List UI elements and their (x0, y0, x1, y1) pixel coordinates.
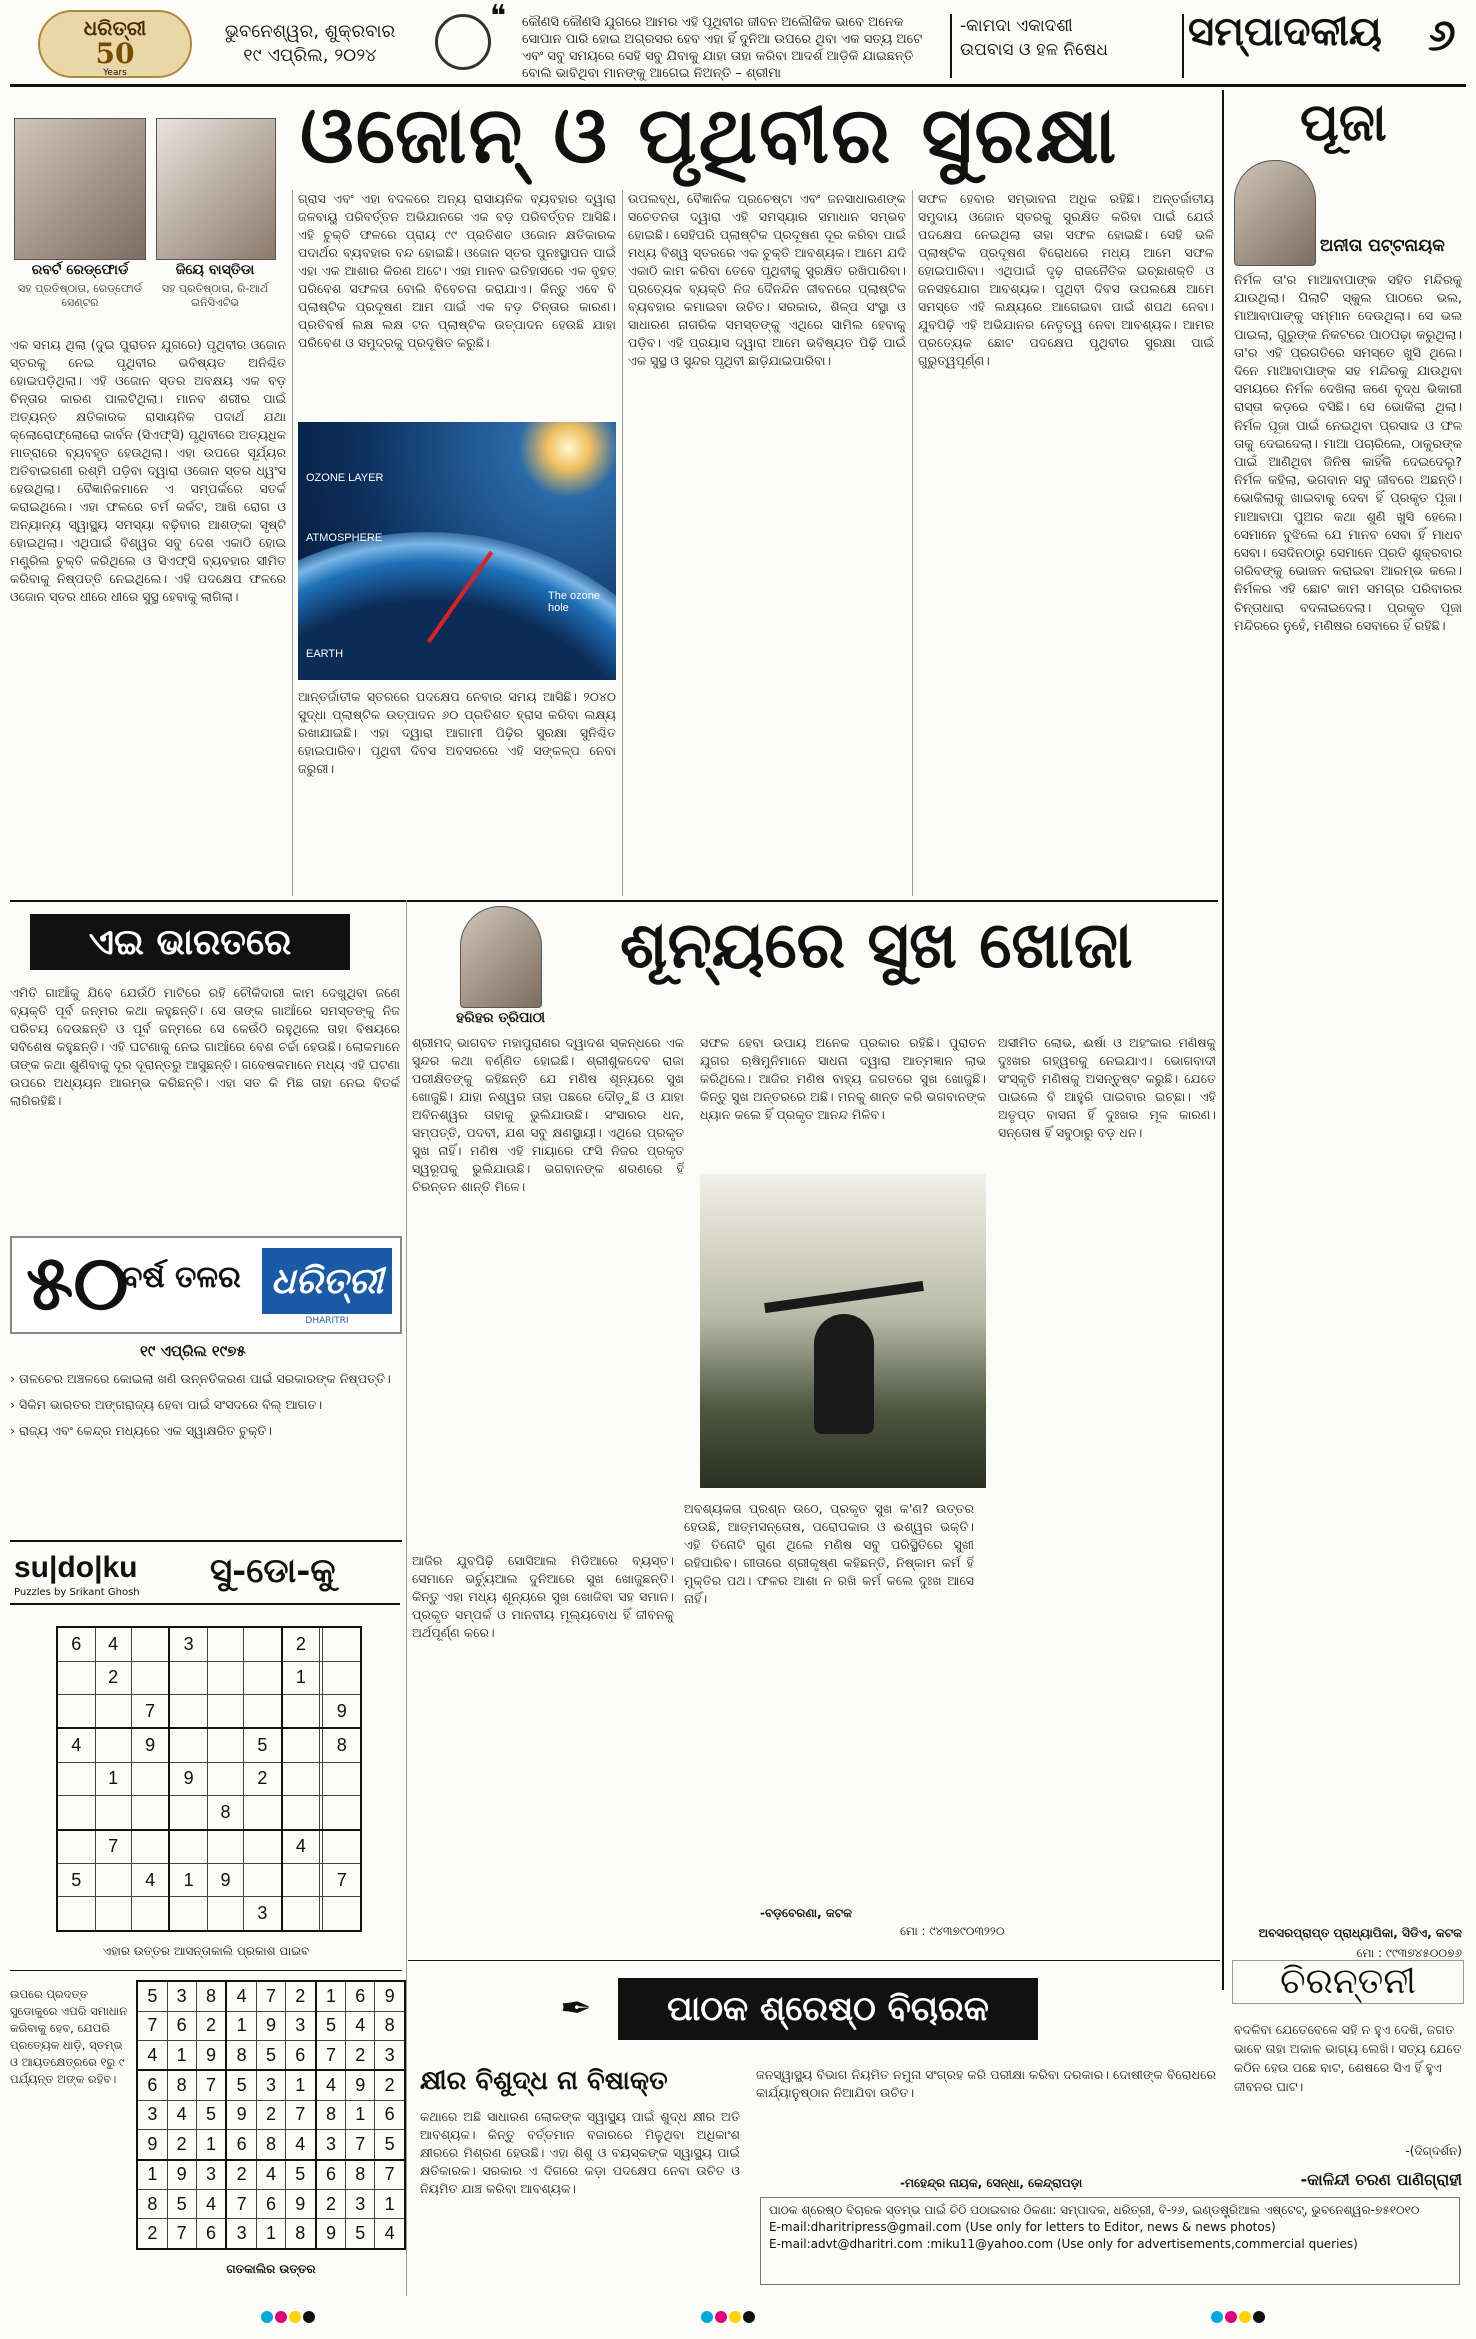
sudoku-answer-cell: 8 (257, 2130, 286, 2160)
quote-icon: ❝ (490, 0, 507, 34)
shunyare-author: ହରିହର ତ୍ରିପାଠୀ (456, 1010, 546, 1026)
sudoku-puzzle-cell (244, 1661, 282, 1694)
sudoku-answer-cell: 8 (137, 2190, 167, 2219)
sudoku-answer-cell: 2 (196, 2011, 226, 2040)
sudoku-answer-cell: 4 (375, 2219, 405, 2249)
sudoku-puzzle-cell: 7 (95, 1830, 131, 1864)
sudoku-answer-cell: 1 (375, 2190, 405, 2219)
sudoku-answer-cell: 8 (316, 2100, 346, 2129)
sudoku-answer-cell: 9 (137, 2130, 167, 2160)
section-rule (10, 1540, 402, 1542)
section-rule (10, 900, 1218, 902)
sudoku-answer-cell: 6 (196, 2219, 226, 2249)
sudoku-puzzle-cell: 9 (131, 1728, 169, 1762)
sudoku-puzzle-cell (169, 1830, 207, 1864)
sudoku-answer-cell: 3 (257, 2070, 286, 2100)
sudoku-puzzle-row (57, 1830, 361, 1864)
earth-label: EARTH (306, 648, 344, 660)
pathak-title: ପାଠକ ଶ୍ରେଷ୍ଠ ବିଚାରକ (618, 1978, 1038, 2040)
sudoku-answer-cell: 5 (257, 2040, 286, 2070)
sudoku-puzzle-cell (57, 1897, 95, 1931)
sudoku-puzzle-cell (131, 1796, 169, 1830)
shunyare-phone: ମୋ : ୯୪୩୭୯୦୩୨୨୦ (900, 1924, 1005, 1938)
shunyare-column-4: ଆଜିର ଯୁବପିଢ଼ି ସୋସିଆଲ ମିଡିଆରେ ବ୍ୟସ୍ତ। ସେମାନେ ଭର୍ଚ୍ୟୁଆଲ ଦୁନିଆରେ ସୁଖ ଖୋଜୁଛନ୍ତି। କିନ୍ତୁ ଏହା ମଧ୍ୟ ଶୂନ୍ୟରେ ସୁଖ ଖୋଜିବା ସହ ସମାନ। ପ୍ରକୃତ ସମ୍ପର୍କ ଓ ମାନବୀୟ ମୂଲ୍ୟବୋଧ ହିଁ ଜୀବନକୁ ଅର୍ଥପୂର୍ଣ୍ଣ କରେ। (412, 1553, 674, 1640)
sudoku-puzzle-cell: 1 (282, 1661, 320, 1694)
sudoku-answer-cell: 9 (196, 2040, 226, 2070)
sudoku-answer-cell: 4 (137, 2040, 167, 2070)
sudoku-answer-cell: 5 (375, 2130, 405, 2160)
sudoku-puzzle-cell (131, 1897, 169, 1931)
sudoku-answer-cell: 3 (196, 2160, 226, 2190)
sudoku-answer-cell: 9 (375, 1981, 405, 2011)
notice-box (960, 14, 1180, 62)
sudoku-answer-cell: 1 (346, 2100, 375, 2129)
shunyare-headline: ଶୂନ୍ୟରେ ସୁଖ ଖୋଜା (620, 908, 1133, 983)
notice-line-2: ଉପବାସ ଓ ହଳ ନିଷେଧ (960, 40, 1108, 60)
sudoku-answer-cell: 7 (316, 2040, 346, 2070)
sudoku-answer-cell: 6 (375, 2100, 405, 2129)
fifty-date: ୧୯ ଏପ୍ରିଲ ୧୯୭୫ (140, 1342, 246, 1360)
sudoku-answer-cell: 2 (375, 2070, 405, 2100)
daily-quote: କୌଣସି କୌଣସି ଯୁଗରେ ଆମର ଏହି ପୃଥିବୀର ଜୀବନ ଅଲୌକିକ ଭାବେ ଅନେକ ସୋପାନ ପାରି ହୋଇ ଅଗ୍ରସର ହେବ ଏହା ହିଁ ଦୁନିଆ ଉପରେ ଥିବା ଏକ ସତ୍ୟ ଅଟେ ଏବଂ ସବୁ ସମୟରେ ସେହି ସବୁ ଯିବାକୁ ଯାହା ତାହା କରିବା ଆଦର୍ଶ ଆଡ଼ିକି ଯାଇଛନ୍ତି ବୋଲି ଭାବିଥିବା ମାନଙ୍କୁ ଆଗେଇ ନିଅନ୍ତି – ଶ୍ରୀମା (522, 15, 923, 81)
column-rule (292, 190, 293, 896)
sudoku-puzzle-cell (282, 1728, 320, 1762)
column-rule (912, 190, 913, 896)
sudoku-puzzle-cell (244, 1627, 282, 1661)
sudoku-puzzle-cell: 4 (95, 1627, 131, 1661)
sudoku-puzzle-cell (244, 1830, 282, 1864)
sudoku-answer-cell: 3 (316, 2130, 346, 2160)
sudoku-puzzle-cell: 1 (95, 1762, 131, 1795)
shunyare-column-2: ସଫଳ ହେବା ଉପାୟ ଅନେକ ପ୍ରକାର ରହିଛି। ପୁରାତନ ଯୁଗର ଋଷିମୁନିମାନେ ସାଧନା ଦ୍ୱାରା ଆତ୍ମଜ୍ଞାନ ଲାଭ କରିଥିଲେ। ଆଜିର ମଣିଷ ବାହ୍ୟ ଜଗତରେ ସୁଖ ଖୋଜୁଛି। କିନ୍ତୁ ସୁଖ ଅନ୍ତରରେ ଅଛି। ମନକୁ ଶାନ୍ତ କରି ଭଗବାନଙ୍କ ଧ୍ୟାନ କଲେ ହିଁ ପ୍ରକୃତ ଆନନ୍ଦ ମିଳିବ। (700, 1035, 986, 1122)
sudoku-answer-cell: 1 (196, 2130, 226, 2160)
sudoku-puzzle-cell (282, 1762, 320, 1795)
sudoku-puzzle-cell (323, 1897, 361, 1931)
sudoku-puzzle-cell: 8 (207, 1796, 243, 1830)
sudoku-puzzle-cell: 4 (131, 1864, 169, 1897)
color-dots (260, 2308, 316, 2327)
sudoku-answer-cell: 5 (226, 2070, 256, 2100)
sudoku-answer-cell: 7 (375, 2160, 405, 2190)
lead-column-2: ଗ୍ରାସ ଏବଂ ଏହା ବଦଳରେ ଅନ୍ୟ ରାସାୟନିକ ବ୍ୟବହାର ଦ୍ୱାରା ଜଳବାୟୁ ପରିବର୍ତ୍ତନ ଅଭିଯାନରେ ଏକ ବଡ଼ ପରିବର୍ତ୍ତନ ଆସିଛି। ଏହି ଚୁକ୍ତି ଫଳରେ ପ୍ରାୟ ୯୯ ପ୍ରତିଶତ ଓଜୋନ କ୍ଷତିକାରକ ପଦାର୍ଥର ବ୍ୟବହାର ବନ୍ଦ ହୋଇଛି। ଓଜୋନ ସ୍ତର ପୁନଃସ୍ଥାପନ ପାଇଁ ଏହା ଏକ ଆଶାର କିରଣ ଅଟେ। ଏହା ମାନବ ଇତିହାସରେ ଏକ ବୃହତ୍ ପରିବେଶ ସଫଳତା ବୋଲି ବିବେଚନା କରାଯାଏ। କିନ୍ତୁ ଏବେ ବି ପ୍ଲାଷ୍ଟିକ ପ୍ରଦୂଷଣ ଆମ ପାଇଁ ଏକ ବଡ଼ ଚିନ୍ତାର କାରଣ। ପ୍ରତିବର୍ଷ ଲକ୍ଷ ଲକ୍ଷ ଟନ ପ୍ଲାଷ୍ଟିକ ଉତ୍ପାଦନ ହେଉଛି ଯାହା ପରିବେଶ ଓ ସମୁଦ୍ରକୁ ପ୍ରଦୂଷିତ କରୁଛି। (298, 191, 616, 350)
sudoku-answer-cell: 4 (167, 2100, 196, 2129)
puja-byline: ଅବସରପ୍ରାପ୍ତ ପ୍ରାଧ୍ୟାପିକା, ସିଡିଏ, କଟକ (1258, 1926, 1462, 1940)
sudoku-puzzle-cell (95, 1897, 131, 1931)
quote-box (490, 0, 932, 82)
sudoku-puzzle-cell (57, 1830, 95, 1864)
sudoku-puzzle-cell: 5 (57, 1864, 95, 1897)
chirantani-author: -କାଳିନ୍ଦୀ ଚରଣ ପାଣିଗ୍ରାହୀ (1300, 2170, 1462, 2189)
sudoku-answer-cell: 6 (137, 2070, 167, 2100)
sudoku-puzzle-cell (169, 1897, 207, 1931)
shunyare-column-1: ଶ୍ରୀମଦ୍ ଭାଗବତ ମହାପୁରାଣର ଦ୍ୱାଦଶ ସ୍କନ୍ଧରେ ଏକ ସୁନ୍ଦର କଥା ବର୍ଣ୍ଣିତ ହୋଇଛି। ଶ୍ରୀଶୁକଦେବ ରାଜା ପରୀକ୍ଷିତଙ୍କୁ କହିଛନ୍ତି ଯେ ମଣିଷ ଶୂନ୍ୟରେ ସୁଖ ଖୋଜୁଛି। ଯାହା ନଶ୍ୱର ତାହା ପଛରେ ଦୌଡ଼ୁଛି ଓ ଯାହା ଅବିନଶ୍ୱର ତାହାକୁ ଭୁଲିଯାଉଛି। ସଂସାରର ଧନ, ସମ୍ପତ୍ତି, ପଦବୀ, ଯଶ ସବୁ କ୍ଷଣସ୍ଥାୟୀ। ଏଥିରେ ପ୍ରକୃତ ସୁଖ ନାହିଁ। ମଣିଷ ଏହି ମାୟାରେ ଫସି ନିଜର ପ୍ରକୃତ ସ୍ୱରୂପକୁ ଭୁଲିଯାଉଛି। ଭଗବାନଙ୍କ ଶରଣରେ ହିଁ ଚିରନ୍ତନ ଶାନ୍ତି ମିଳେ। (412, 1035, 684, 1194)
pen-icon: ✒ (560, 1986, 592, 2030)
color-dots (700, 2308, 756, 2327)
sudoku-answer-cell: 5 (285, 2160, 315, 2190)
sudoku-puzzle-row (57, 1661, 361, 1694)
sudoku-puzzle-row (57, 1728, 361, 1762)
sudoku-note: ଏହାର ଉତ୍ତର ଆସନ୍ତାକାଲି ପ୍ରକାଶ ପାଇବ (102, 1944, 310, 1958)
sudoku-answer-cell: 1 (316, 1981, 346, 2011)
sudoku-puzzle-cell (323, 1762, 361, 1795)
sudoku-answer-cell: 7 (167, 2219, 196, 2249)
sudoku-answer-cell: 9 (346, 2070, 375, 2100)
fifty-brand: ଧରିତ୍ରୀ (262, 1248, 392, 1314)
logo-years: 50 (95, 37, 135, 70)
sudoku-puzzle-cell (244, 1864, 282, 1897)
sudoku-puzzle-cell (57, 1694, 95, 1728)
sudoku-answer-cell: 9 (316, 2219, 346, 2249)
print-registration-marks (10, 2300, 1466, 2330)
sudoku-answer-cell: 1 (257, 2219, 286, 2249)
sudoku-answer-cell: 7 (285, 2100, 315, 2129)
atmosphere-label: ATMOSPHERE (306, 532, 383, 544)
right-column-rule (1222, 90, 1224, 1990)
sudoku-answer-cell: 6 (257, 2190, 286, 2219)
author-2-role: ସହ ପ୍ରତିଷ୍ଠାତା, ରି-ଆର୍ଥ ଇନିସିଏଟିଭ (161, 282, 269, 309)
sudoku-puzzle-cell: 4 (57, 1728, 95, 1762)
sudoku-answer-cell: 4 (316, 2070, 346, 2100)
sudoku-answer-cell: 3 (285, 2011, 315, 2040)
fifty-item-1: › ତାଳଚେର ଅଞ୍ଚଳରେ କୋଇଲା ଖଣି ଉନ୍ନତିକରଣ ପାଇଁ ସରକାରଙ୍କ ନିଷ୍ପତ୍ତି। (10, 1371, 391, 1386)
shunyare-column-3: ଅସୀମିତ ଲୋଭ, ଈର୍ଷା ଓ ଅହଂକାର ମଣିଷକୁ ଦୁଃଖର ଗହ୍ୱରକୁ ନେଇଯାଏ। ଭୋଗବାଦୀ ସଂସ୍କୃତି ମଣିଷକୁ ଅସନ୍ତୁଷ୍ଟ କରୁଛି। ଯେତେ ପାଇଲେ ବି ଆହୁରି ପାଇବାର ଇଚ୍ଛା। ଏହି ଅତୃପ୍ତ ବାସନା ହିଁ ଦୁଃଖର ମୂଳ କାରଣ। ସନ୍ତୋଷ ହିଁ ସବୁଠାରୁ ବଡ଼ ଧନ। (998, 1035, 1216, 1140)
sudoku-puzzle-cell: 3 (244, 1897, 282, 1931)
sudoku-answer-cell: 3 (375, 2040, 405, 2070)
sudoku-side-note: ଉପରେ ପ୍ରଦତ୍ତ ସୁଡୋକୁରେ ଏପରି ସମାଧାନ କରିବାକୁ ହେବ, ଯେପରି ପ୍ରତ୍ୟେକ ଧାଡ଼ି, ସ୍ତମ୍ଭ ଓ ଆୟତକ୍ଷେତ୍ରରେ ୧ରୁ ୯ ପର୍ଯ୍ୟନ୍ତ ଅଙ୍କ ରହିବ। (10, 1987, 128, 2086)
sudoku-puzzle-cell (131, 1627, 169, 1661)
sudoku-puzzle-cell: 2 (95, 1661, 131, 1694)
author-1-name: ରବର୍ଟ ରେଡ୍ଫୋର୍ଡ (31, 262, 129, 278)
sudoku-puzzle-cell (282, 1796, 320, 1830)
sudoku-puzzle-cell (95, 1796, 131, 1830)
sudoku-answer-cell: 6 (167, 2011, 196, 2040)
sudoku-answer-cell: 7 (137, 2011, 167, 2040)
column-rule (622, 190, 623, 896)
section-rule (10, 1970, 402, 1971)
sudoku-puzzle-cell (207, 1762, 243, 1795)
sudoku-answer-cell: 1 (137, 2160, 167, 2190)
sudoku-puzzle-cell (323, 1661, 361, 1694)
sudoku-answer-cell: 9 (226, 2100, 256, 2129)
sudoku-answer-cell: 7 (226, 2190, 256, 2219)
letter-title: କ୍ଷୀର ବିଶୁଦ୍ଧ ନା ବିଷାକ୍ତ (420, 2066, 668, 2096)
sudoku-answer-row (137, 2011, 405, 2040)
sudoku-puzzle-grid (56, 1626, 362, 1932)
sudoku-title-su: su (14, 1551, 50, 1584)
sudoku-puzzle-cell (282, 1897, 320, 1931)
section-rule (408, 1960, 1220, 1961)
sudoku-puzzle-cell (323, 1830, 361, 1864)
sudoku-puzzle-cell (207, 1728, 243, 1762)
lead-column-1: ଏକ ସମୟ ଥିଲା (ଦୁଇ ପୁରାତନ ଯୁଗରେ) ପୃଥିବୀର ଓଜୋନ ସ୍ତରକୁ ନେଇ ପୃଥିବୀର ଭବିଷ୍ୟତ ଅନିଶ୍ଚିତ ହୋଇପଡ଼ିଥିଲା। ଏହି ଓଜୋନ ସ୍ତର ଅବକ୍ଷୟ ଏକ ବଡ଼ ଚିନ୍ତାର କାରଣ ପାଲଟିଥିଲା। ମାନବ ଶରୀର ପାଇଁ ଅତ୍ୟନ୍ତ କ୍ଷତିକାରକ ରାସାୟନିକ ପଦାର୍ଥ ଯଥା କ୍ଲୋରୋଫ୍ଲୋରୋ କାର୍ବନ (ସିଏଫ୍‌ସି) ପୃଥିବୀରେ ଅତ୍ୟଧିକ ମାତ୍ରାରେ ବ୍ୟବହୃତ ହେଉଥିଲା। ଏହା ଉପରେ ସୂର୍ଯ୍ୟର ଅତିବାଇଗଣୀ ରଶ୍ମି ପଡ଼ିବା ଦ୍ୱାରା ଓଜୋନ ସ୍ତର ଧ୍ୱଂସ ହେଉଥିଲା। ବୈଜ୍ଞାନିକମାନେ ଏ ସମ୍ପର୍କରେ ସତର୍କ କରାଇଥିଲେ। ଏହା ଫଳରେ ଚର୍ମ କର୍କଟ, ଆଖି ରୋଗ ଓ ଅନ୍ୟାନ୍ୟ ସ୍ୱାସ୍ଥ୍ୟ ସମସ୍ୟା ବଢ଼ିବାର ଆଶଙ୍କା ସୃଷ୍ଟି ହୋଇଥିଲା। ଏଥିପାଇଁ ବିଶ୍ୱର ସବୁ ଦେଶ ଏକାଠି ହୋଇ ମଣ୍ଟ୍ରିଲ ଚୁକ୍ତି କରିଥିଲେ ଓ ସିଏଫ୍‌ସି ବ୍ୟବହାର ସୀମିତ କରିବାକୁ ନିଷ୍ପତ୍ତି ନେଇଥିଲେ। ଏହି ପଦକ୍ଷେପ ଫଳରେ ଓଜୋନ ସ୍ତର ଧୀରେ ଧୀରେ ସୁସ୍ଥ ହେବାକୁ ଲାଗିଲା। (10, 337, 286, 604)
puja-title: ପୂଜା (1300, 92, 1387, 153)
sudoku-answer-row (137, 2040, 405, 2070)
sudoku-answer-cell: 1 (167, 2040, 196, 2070)
divider (1182, 14, 1184, 78)
sudoku-answer-label: ଗତକାଲିର ଉତ୍ତର (226, 2262, 316, 2276)
sudoku-answer-cell: 6 (316, 2160, 346, 2190)
sudoku-answer-row (137, 2160, 405, 2190)
sudoku-answer-cell: 3 (346, 2190, 375, 2219)
fifty-brand-sub: DHARITRI (305, 1316, 349, 1326)
author-photo-2 (156, 118, 276, 260)
sudoku-answer-cell: 2 (167, 2130, 196, 2160)
section-title: ସମ୍ପାଦକୀୟ (1188, 8, 1382, 55)
sudoku-puzzle-cell (57, 1661, 95, 1694)
sudoku-puzzle-cell (169, 1728, 207, 1762)
sudoku-puzzle-cell: 3 (169, 1627, 207, 1661)
author-photo-3 (1234, 160, 1316, 266)
city-day: ଭୁବନେଶ୍ୱର, ଶୁକ୍ରବାର (224, 21, 396, 42)
sudoku-answer-row (137, 2130, 405, 2160)
shunyare-address: -ବଡ଼ବେରଣା, କଟକ (760, 1906, 852, 1920)
puja-author: ଅନୀତା ପଟ୍ଟନାୟକ (1320, 236, 1445, 256)
sudoku-puzzle-cell (57, 1796, 95, 1830)
sudoku-title-do: do (57, 1551, 95, 1584)
fifty-digit: ୫୦ (26, 1238, 129, 1327)
sudoku-puzzle-cell: 7 (131, 1694, 169, 1728)
sudoku-answer-cell: 9 (285, 2190, 315, 2219)
sudoku-puzzle-cell (282, 1864, 320, 1897)
sudoku-puzzle-cell: 1 (169, 1864, 207, 1897)
chirantani-source: -(ଦିଗ୍‌ଦର୍ଶନ) (1405, 2144, 1462, 2158)
ei-bharatare-body: ଏମିତି ଗାଆଁକୁ ଯିବେ ଯେଉଁଠି ମାଟିରେ ରହି ଚୌକିଦାରୀ କାମ ଦେଖୁଥିବା ଜଣେ ବ୍ୟକ୍ତି ପୂର୍ବ ଜନ୍ମର କଥା କହୁଛନ୍ତି। ସେ ତାଙ୍କ ଗାଆଁରେ ସମସ୍ତଙ୍କୁ ନିଜ ପରିଚୟ ଦେଉଛନ୍ତି ଓ ପୂର୍ବ ଜନ୍ମରେ ସେ କେଉଁଠି ରହୁଥିଲେ ତାହା ବିଷୟରେ ସବିଶେଷ କହୁଛନ୍ତି। ଏହି ଘଟଣାକୁ ନେଇ ଗାଆଁରେ ବେଶ ଚର୍ଚ୍ଚା ହେଉଛି। ଲୋକମାନେ ତାଙ୍କ କଥା ଶୁଣିବାକୁ ଦୂର ଦୂରାନ୍ତରୁ ଆସୁଛନ୍ତି। ଗବେଷକମାନେ ମଧ୍ୟ ଏହି ଘଟଣା ଉପରେ ଅଧ୍ୟୟନ ଆରମ୍ଭ କରିଛନ୍ତି। ଏହା ସତ କି ମିଛ ତାହା ନେଇ ବିତର୍କ ଲାଗିରହିଛି। (10, 985, 400, 1108)
sudoku-puzzle-cell (131, 1830, 169, 1864)
sudoku-puzzle-cell: 2 (244, 1762, 282, 1795)
sudoku-answer-cell: 7 (346, 2130, 375, 2160)
lead-column-3: ଉପଲବ୍ଧ, ବୈଜ୍ଞାନିକ ପ୍ରଚେଷ୍ଟା ଏବଂ ଜନସାଧାରଣଙ୍କ ସଚେତନତା ଦ୍ୱାରା ଏହି ସମସ୍ୟାର ସମାଧାନ ସମ୍ଭବ ହୋଇଛି। ସେହିପରି ପ୍ଲାଷ୍ଟିକ ପ୍ରଦୂଷଣ ଦୂର କରିବା ପାଇଁ ମଧ୍ୟ ବିଶ୍ୱ ସ୍ତରରେ ଏକ ଚୁକ୍ତି ଆବଶ୍ୟକ। ଆମେ ଯଦି ଏକାଠି କାମ କରିବା ତେବେ ପୃଥିବୀକୁ ସୁରକ୍ଷିତ ରଖିପାରିବା। ପ୍ରତ୍ୟେକ ବ୍ୟକ୍ତି ନିଜ ଦୈନନ୍ଦିନ ଜୀବନରେ ପ୍ଲାଷ୍ଟିକ ବ୍ୟବହାର କମାଇବା ଉଚିତ। ସରକାର, ଶିଳ୍ପ ସଂସ୍ଥା ଓ ସାଧାରଣ ନାଗରିକ ସମସ୍ତଙ୍କୁ ଏଥିରେ ସାମିଲ ହେବାକୁ ପଡ଼ିବ। ଏହି ପ୍ରୟାସ ଦ୍ୱାରା ଆମେ ଭବିଷ୍ୟତ ପିଢ଼ି ପାଇଁ ଏକ ସୁସ୍ଥ ଓ ସୁନ୍ଦର ପୃଥିବୀ ଛାଡ଼ିଯାଇପାରିବା। (628, 191, 906, 368)
sudoku-answer-row (137, 2070, 405, 2100)
sudoku-puzzle-cell (57, 1762, 95, 1795)
lead-column-2b: ଆନ୍ତର୍ଜାତୀକ ସ୍ତରରେ ପଦକ୍ଷେପ ନେବାର ସମୟ ଆସିଛି। ୨୦୪୦ ସୁଦ୍ଧା ପ୍ଲାଷ୍ଟିକ ଉତ୍ପାଦନ ୬୦ ପ୍ରତିଶତ ହ୍ରାସ କରିବା ଲକ୍ଷ୍ୟ ରଖାଯାଇଛି। ଏହା ଦ୍ୱାରା ଆଗାମୀ ପିଢ଼ିର ସୁରକ୍ଷା ସୁନିଶ୍ଚିତ ହୋଇପାରିବ। ପୃଥିବୀ ଦିବସ ଅବସରରେ ଏହି ସଙ୍କଳ୍ପ ନେବା ଜରୁରୀ। (298, 689, 616, 776)
sudoku-answer-cell: 8 (285, 2219, 315, 2249)
color-dots (1210, 2308, 1266, 2327)
lead-headline: ଓଜୋନ୍ ଓ ପୃଥିବୀର ସୁରକ୍ଷା (300, 90, 1119, 181)
sudoku-answer-cell: 5 (167, 2190, 196, 2219)
sudoku-answer-cell: 3 (167, 1981, 196, 2011)
letter-signature: -ମହେନ୍ଦ୍ର ନାୟକ, ସେନ୍ଧା, କେନ୍ଦ୍ରାପଡ଼ା (900, 2176, 1083, 2190)
letter-body-2: ଜନସ୍ୱାସ୍ଥ୍ୟ ବିଭାଗ ନିୟମିତ ନମୁନା ସଂଗ୍ରହ କରି ପରୀକ୍ଷା କରିବା ଦରକାର। ଦୋଷୀଙ୍କ ବିରୋଧରେ କାର୍ଯ୍ୟାନୁଷ୍ଠାନ ନିଆଯିବା ଉଚିତ। (756, 2067, 1216, 2100)
sudoku-puzzle-cell (95, 1694, 131, 1728)
sudoku-answer-cell: 4 (257, 2160, 286, 2190)
column-rule (406, 900, 407, 2296)
sudoku-puzzle-cell (244, 1796, 282, 1830)
sudoku-answer-row (137, 1981, 405, 2011)
sudoku-answer-cell: 5 (137, 1981, 167, 2011)
sudoku-answer-cell: 8 (226, 2040, 256, 2070)
sudoku-answer-cell: 2 (285, 1981, 315, 2011)
sudoku-answer-row (137, 2190, 405, 2219)
sudoku-puzzle-cell (207, 1627, 243, 1661)
sudoku-answer-cell: 4 (346, 2011, 375, 2040)
sudoku-answer-grid (136, 1980, 406, 2250)
address-text: ପାଠକ ଶ୍ରେଷ୍ଠ ବିଚାରକ ସ୍ତମ୍ଭ ପାଇଁ ଚିଠି ପଠାଇବାର ଠିକଣା: ସମ୍ପାଦକ, ଧରିତ୍ରୀ, ବି-୨୬, ଇଣ୍ଡଷ୍ଟ୍ରିଆଲ ଏଷ୍ଟେଟ୍, ଭୁବନେଶ୍ୱର-୭୫୧୦୧୦ (769, 2203, 1420, 2217)
sudoku-puzzle-row (57, 1897, 361, 1931)
sudoku-puzzle-cell (323, 1796, 361, 1830)
logo-years-label: Years (103, 68, 127, 78)
sudoku-answer-cell: 8 (196, 1981, 226, 2011)
author-2-name: ଜିୟେ ବାସ୍ତିଡା (175, 262, 255, 278)
sudoku-puzzle-cell: 5 (244, 1728, 282, 1762)
sudoku-answer-cell: 3 (226, 2219, 256, 2249)
meditation-photo (700, 1174, 986, 1488)
ei-bharatare-title: ଏଇ ଭାରତରେ (30, 914, 350, 970)
sudoku-puzzle-cell (207, 1694, 243, 1728)
sudoku-answer-cell: 4 (285, 2130, 315, 2160)
email-line-1: E-mail:dharitripress@gmail.com (Use only for letters to Editor, news & news photos) (769, 2220, 1276, 2234)
sudoku-puzzle-cell (169, 1694, 207, 1728)
shunyare-column-5: ଅବଶ୍ୟକତା ପ୍ରଶ୍ନ ଉଠେ, ପ୍ରକୃତ ସୁଖ କ'ଣ? ଉତ୍ତର ହେଉଛି, ଆତ୍ମସନ୍ତୋଷ, ପରୋପକାର ଓ ଈଶ୍ୱର ଭକ୍ତି। ଏହି ତିନୋଟି ଗୁଣ ଥିଲେ ମଣିଷ ସବୁ ପରିସ୍ଥିତିରେ ସୁଖୀ ରହିପାରିବ। ଗୀତାରେ ଶ୍ରୀକୃଷ୍ଣ କହିଛନ୍ତି, ନିଷ୍କାମ କର୍ମ ହିଁ ମୁକ୍ତିର ପଥ। ଫଳର ଆଶା ନ ରଖି କର୍ମ କଲେ ଦୁଃଖ ଆସେ ନାହିଁ। (684, 1501, 974, 1606)
chirantani-verse: ବଦଳିବା ଯେତେବେଳେ ସହି ନ ହୁଏ ଦେଖି, ଜଗତ ଭାବେ ତାହା ଅକାଳ ଭାଗ୍ୟ ଲେଖି। ସତ୍ୟ ଯେତେ କଠିନ ହେଉ ପଛେ ବାଟ, ଶେଷରେ ସିଏ ହିଁ ହୁଏ ଜୀବନର ଘାଟ। (1234, 2022, 1462, 2094)
sudoku-puzzle-cell (169, 1661, 207, 1694)
sudoku-puzzle-row (57, 1864, 361, 1897)
sudoku-answer-cell: 2 (257, 2100, 286, 2129)
letter-body: କଥାରେ ଅଛି ସାଧାରଣ ଲୋକଙ୍କ ସ୍ୱାସ୍ଥ୍ୟ ପାଇଁ ଶୁଦ୍ଧ କ୍ଷୀର ଅତି ଆବଶ୍ୟକ। କିନ୍ତୁ ବର୍ତ୍ତମାନ ବଜାରରେ ମିଳୁଥିବା ଅଧିକାଂଶ କ୍ଷୀରରେ ମିଶ୍ରଣ ହେଉଛି। ଏହା ଶିଶୁ ଓ ବୟସ୍କଙ୍କ ସ୍ୱାସ୍ଥ୍ୟ ପାଇଁ କ୍ଷତିକାରକ। ସରକାର ଏ ଦିଗରେ କଡ଼ା ପଦକ୍ଷେପ ନେବା ଉଚିତ ଓ ନିୟମିତ ଯାଞ୍ଚ କରିବା ଆବଶ୍ୟକ। (420, 2109, 740, 2196)
sudoku-answer-cell: 7 (257, 1981, 286, 2011)
sudoku-puzzle-cell: 9 (207, 1864, 243, 1897)
sudoku-puzzle-cell (131, 1661, 169, 1694)
sudoku-answer-cell: 8 (346, 2160, 375, 2190)
sudoku-puzzle-cell (282, 1694, 320, 1728)
dharitri-50-logo (38, 10, 192, 78)
issue-date: ୧୯ ଏପ୍ରିଲ, ୨୦୨୪ (243, 45, 377, 66)
author-photo-4 (460, 906, 542, 1008)
author-photo-1 (14, 118, 146, 260)
sudoku-answer-cell: 1 (226, 2011, 256, 2040)
raised-arms (764, 1281, 924, 1313)
ozone-layer-label: OZONE LAYER (306, 472, 384, 484)
sudoku-puzzle-cell (95, 1728, 131, 1762)
puja-body: ନିର୍ମଳ ତା'ର ମାଆବାପାଙ୍କ ସହିତ ମନ୍ଦିରକୁ ଯାଉଥିଲା। ପିଲାଟି ସ୍କୁଲ ପାଠରେ ଭଲ, ମାଆବାପାଙ୍କୁ ସମ୍ମାନ ଦେଉଥିଲା। ସେ ଭଲ ପାଇଲା, ଗୁରୁଙ୍କ ନିକଟରେ ପାଠପଢ଼ା କରୁଥିଲା। ତା'ର ଏହି ପ୍ରଗତିରେ ସମସ୍ତେ ଖୁସି ଥିଲେ। ଦିନେ ମାଆବାପାଙ୍କ ସହ ମନ୍ଦିରକୁ ଯାଉଥିବା ସମୟରେ ନିର୍ମଳ ଦେଖିଲା ଜଣେ ବୃଦ୍ଧ ଭିକାରୀ ରାସ୍ତା କଡ଼ରେ ବସିଛି। ସେ ଭୋକିଲା ଥିଲା। ନିର୍ମଳ ପୂଜା ପାଇଁ ନେଇଥିବା ପ୍ରସାଦ ଓ ଫଳ ତାକୁ ଦେଇଦେଲା। ମାଆ ପଚାରିଲେ, ଠାକୁରଙ୍କ ପାଇଁ ଆଣିଥିବା ଜିନିଷ କାହିଁକି ଦେଇଦେଲୁ? ନିର୍ମଳ କହିଲା, ଭଗବାନ ସବୁ ଜୀବରେ ଅଛନ୍ତି। ଭୋକିଲାକୁ ଖାଇବାକୁ ଦେବା ହିଁ ପ୍ରକୃତ ପୂଜା। ମାଆବାପା ପୁଅର କଥା ଶୁଣି ଖୁସି ହେଲେ। ସେମାନେ ବୁଝିଲେ ଯେ ମାନବ ସେବା ହିଁ ମାଧବ ସେବା। ସେଦିନଠାରୁ ସେମାନେ ପ୍ରତି ଶୁକ୍ରବାର ଗରିବଙ୍କୁ ଭୋଜନ କରାଇବା ଆରମ୍ଭ କଲେ। ନିର୍ମଳର ଏହି ଛୋଟ କାମ ସମଗ୍ର ପରିବାରର ଚିନ୍ତାଧାରା ବଦଳାଇଦେଲା। ପ୍ରକୃତ ପୂଜା ମନ୍ଦିରରେ ନୁହେଁ, ମଣିଷର ସେବାରେ ହିଁ ରହିଛି। (1234, 273, 1462, 634)
sudoku-puzzle-row (57, 1762, 361, 1795)
sudoku-puzzle-cell (207, 1661, 243, 1694)
sudoku-puzzle-row (57, 1796, 361, 1830)
sudoku-puzzle-cell: 6 (57, 1627, 95, 1661)
sudoku-answer-cell: 6 (346, 1981, 375, 2011)
lead-column-4: ସଫଳ ହେବାର ସମ୍ଭାବନା ଅଧିକ ରହିଛି। ଅନ୍ତର୍ଜାତୀୟ ସମୁଦାୟ ଓଜୋନ ସ୍ତରକୁ ସୁରକ୍ଷିତ କରିବା ପାଇଁ ଯେଉଁ ପଦକ୍ଷେପ ନେଇଥିଲା ତାହା ସଫଳ ହୋଇଛି। ସେହି ଭଳି ପ୍ଲାଷ୍ଟିକ ପ୍ରଦୂଷଣ ବିରୋଧରେ ମଧ୍ୟ ଆମେ ସଫଳ ହୋଇପାରିବା। ଏଥିପାଇଁ ଦୃଢ଼ ରାଜନୈତିକ ଇଚ୍ଛାଶକ୍ତି ଓ ଜନସହଯୋଗ ଆବଶ୍ୟକ। ପୃଥିବୀ ଦିବସ ଉପଲକ୍ଷେ ଆମେ ସମସ୍ତେ ଏହି ଲକ୍ଷ୍ୟରେ ଆଗେଇବା ପାଇଁ ଶପଥ ନେବା। ଯୁବପିଢ଼ି ଏହି ଅଭିଯାନର ନେତୃତ୍ୱ ନେବା ଆବଶ୍ୟକ। ଆମର ପ୍ରତ୍ୟେକ ଛୋଟ ପଦକ୍ଷେପ ପୃଥିବୀର ସୁରକ୍ଷା ପାଇଁ ଗୁରୁତ୍ୱପୂର୍ଣ୍ଣ। (918, 191, 1214, 368)
sudoku-answer-cell: 2 (346, 2040, 375, 2070)
masthead (10, 0, 1466, 87)
logo-text: ଧରିତ୍ରୀ (83, 16, 147, 40)
sudoku-answer-cell: 2 (316, 2190, 346, 2219)
sudoku-answer-cell: 6 (285, 2040, 315, 2070)
sudoku-answer-cell: 3 (137, 2100, 167, 2129)
sudoku-answer-row (137, 2100, 405, 2129)
sudoku-answer-cell: 2 (226, 2160, 256, 2190)
sudoku-answer-row (137, 2219, 405, 2249)
sudoku-answer-cell: 2 (137, 2219, 167, 2249)
sudoku-puzzle-cell (131, 1762, 169, 1795)
sudoku-puzzle-cell: 9 (169, 1762, 207, 1795)
sudoku-puzzle-cell: 2 (282, 1627, 320, 1661)
sudoku-puzzle-cell (244, 1694, 282, 1728)
sudoku-answer-cell: 5 (346, 2219, 375, 2249)
sudoku-answer-cell: 9 (167, 2160, 196, 2190)
chirantani-title: ଚିରନ୍ତନୀ (1232, 1960, 1464, 2004)
fifty-label: ବର୍ଷ ତଳର (122, 1260, 241, 1295)
sudoku-answer-cell: 5 (316, 2011, 346, 2040)
fifty-years-banner (10, 1236, 402, 1334)
sudoku-answer-cell: 9 (257, 2011, 286, 2040)
email-line-2: E-mail:advt@dharitri.com :miku11@yahoo.com (Use only for advertisements,commercial queries) (769, 2237, 1358, 2251)
fifty-item-2: › ସିକିମ ଭାରତର ଅଙ୍ଗରାଜ୍ୟ ହେବା ପାଇଁ ସଂସଦରେ ବିଲ୍ ଆଗତ। (10, 1397, 323, 1412)
sudoku-answer-cell: 4 (196, 2190, 226, 2219)
sudoku-puzzle-cell: 4 (282, 1830, 320, 1864)
sudoku-answer-cell: 4 (226, 1981, 256, 2011)
sudoku-puzzle-cell: 7 (323, 1864, 361, 1897)
sudoku-title-odia: ସୁ-ଡୋ-କୁ (210, 1551, 336, 1591)
page-number: ୬ (1428, 10, 1456, 61)
sudoku-puzzle-cell: 9 (323, 1694, 361, 1728)
sudoku-puzzle-cell: 8 (323, 1728, 361, 1762)
fifty-item-3: › ରାଜ୍ୟ ଏବଂ କେନ୍ଦ୍ର ମଧ୍ୟରେ ଏକ ସ୍ୱାକ୍ଷରିତ ଚୁକ୍ତି। (10, 1423, 273, 1438)
sudoku-answer-cell: 8 (375, 2011, 405, 2040)
sudoku-answer-cell: 5 (196, 2100, 226, 2129)
sudoku-puzzle-cell (207, 1897, 243, 1931)
notice-line-1: -କାମଦା ଏକାଦଶୀ (960, 16, 1073, 36)
sudoku-answer-cell: 1 (285, 2070, 315, 2100)
sudoku-header: su|do|ku Puzzles by Srikant Ghosh ସୁ-ଡୋ-କୁ (10, 1547, 400, 1605)
address-box (760, 2197, 1460, 2285)
sudoku-puzzle-row (57, 1694, 361, 1728)
ozone-illustration (298, 422, 616, 680)
puja-phone: ମୋ : ୯୯୩୭୪୫୦୦୭୬ (1356, 1946, 1462, 1960)
sudoku-puzzle-cell (95, 1864, 131, 1897)
chakra-icon (435, 14, 491, 70)
sudoku-puzzle-cell (323, 1627, 361, 1661)
sudoku-answer-cell: 6 (226, 2130, 256, 2160)
divider (950, 14, 952, 78)
sudoku-puzzle-row (57, 1627, 361, 1661)
dateline (190, 20, 430, 68)
author-1-role: ସହ ପ୍ରତିଷ୍ଠାତା, ରେଡ୍ଫୋର୍ଡ ସେଣ୍ଟର (18, 282, 142, 309)
sudoku-answer-cell: 8 (167, 2070, 196, 2100)
sudoku-byline: Puzzles by Srikant Ghosh (14, 1587, 140, 1598)
sudoku-puzzle-cell (169, 1796, 207, 1830)
sudoku-answer-cell: 7 (196, 2070, 226, 2100)
sudoku-puzzle-cell (207, 1830, 243, 1864)
man-silhouette (814, 1314, 874, 1434)
sudoku-title-ku: ku (102, 1551, 138, 1584)
ozone-hole-label: The ozone hole (548, 590, 600, 614)
